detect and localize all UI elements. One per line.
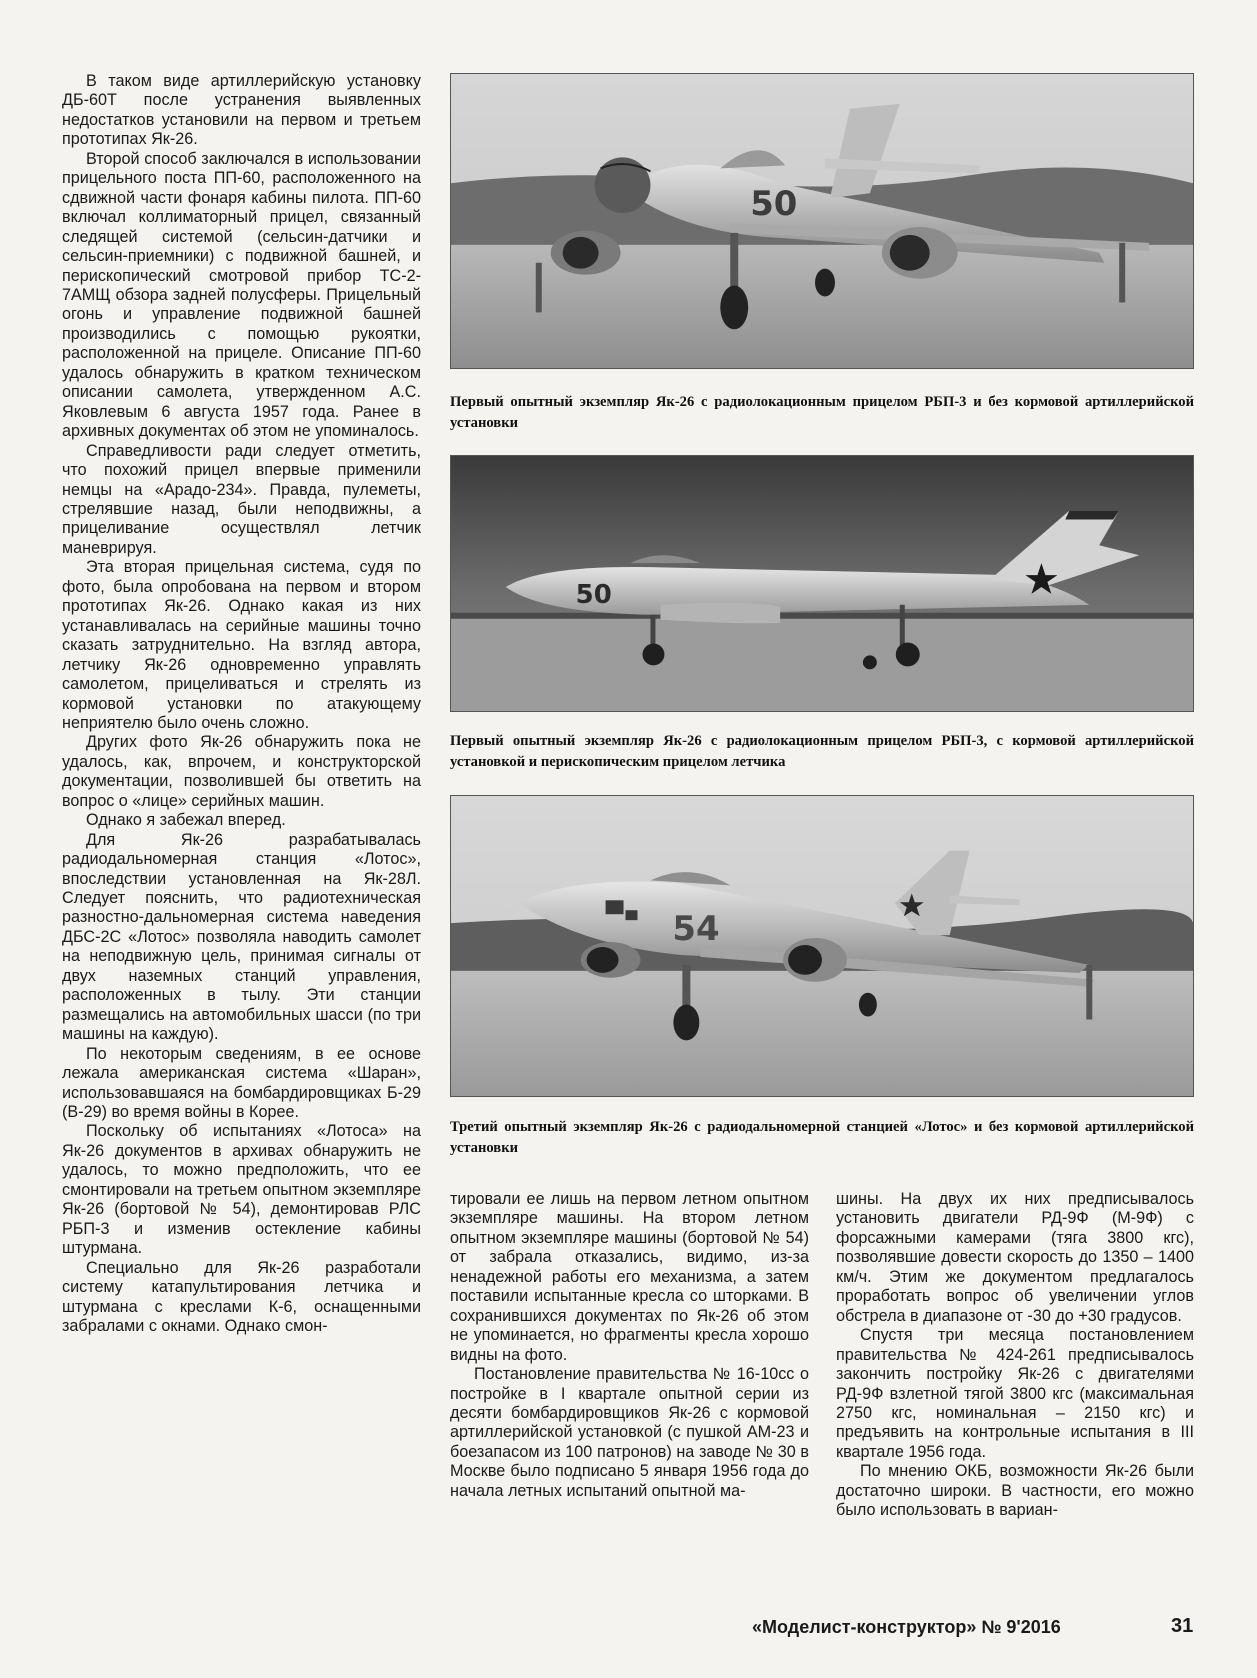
page-number: 31 (1171, 1615, 1194, 1637)
paragraph: Справедливости ради следует отметить, что похожий прицел впервые применили немцы на «Арадо-234». Правда, пулеметы, стрелявшие назад, были неподвижны, а прицеливание осуществлял летчик маневрируя. (62, 441, 421, 557)
aircraft-photo-3 (451, 796, 1193, 1096)
paragraph: Второй способ заключался в использовании прицельного поста ПП-60, расположенного на сдвижной части фонаря кабины пилота. ПП-60 включал коллиматорный прицел, связанный следящей системой (сельсин-датчики и сельсин-приемники) с подвижной башней, и перископический смотровой прибор ТС-2-7АМЩ обзора задней полусферы. Прицельный огонь и управление подвижной башней производились с помощью рукоятки, расположенной на прицеле. Описание ПП-60 удалось обнаружить в кратком техническом описании самолета, утвержденном А.С. Яковлевым 6 августа 1957 года. Ранее в архивных документах об этом не упоминалось. (62, 149, 421, 441)
article-column-right (836, 1190, 1194, 1521)
paragraph: Поскольку об испытаниях «Лотоса» на Як-26 документов в архивах обнаружить не удалось, то можно предположить, что ее смонтировали на третьем опытном экземпляре Як-26 (бортовой № 54), демонтировав РЛС РБП-3 и изменив остекление кабины штурмана. (62, 1122, 421, 1258)
paragraph: Однако я забежал вперед. (86, 811, 286, 830)
photo-yak26-first-prototype-no-tail-gun (450, 73, 1194, 369)
paragraph: Постановление правительства № 16-10сс о постройке в I квартале опытной серии из десяти бомбардировщиков Як-26 с кормовой артиллерийской установкой (с пушкой АМ-23 и боезапасом из 100 патронов) на заводе № 30 в Москве было подписано 5 января 1956 года до начала летных испытаний опытной ма- (450, 1365, 809, 1500)
article-column-middle (450, 1190, 809, 1501)
photo-caption-3: Третий опытный экземпляр Як-26 с радиодальномерной станцией «Лотос» и без кормовой артиллерийской установки (450, 1119, 1194, 1156)
paragraph: Для Як-26 разрабатывалась радиодальномерная станция «Лотос», впоследствии установленная на Як-28Л. Следует пояснить, что радиотехническая разностно-дальномерная система наведения ДБС-2С «Лотос» позволяла наводить самолет на неподвижную цель, принимая сигналы от двух наземных станций управления, расположенных в тылу. Эти станции размещались на автомобильных шасси (по три машины на каждую). (62, 830, 421, 1044)
photo-caption-1: Первый опытный экземпляр Як-26 с радиолокационным прицелом РБП-3 и без кормовой артиллерийской установки (450, 394, 1194, 431)
aircraft-photo-2 (451, 456, 1193, 711)
paragraph: Других фото Як-26 обнаружить пока не удалось, как, впрочем, и конструкторской документации, позволившей бы ответить на вопрос о «лице» серийных машин. (62, 733, 421, 810)
journal-title: «Моделист-конструктор» № 9'2016 (752, 1617, 1061, 1637)
paragraph: Спустя три месяца постановлением правительства № 424-261 предписывалось закончить постройку Як-26 с двигателями РД-9Ф взлетной тягой 3800 кгс (максимальная 2750 кгс, номинальная – 2150 кгс) и предъявить на контрольные испытания в III квартале 1956 года. (836, 1326, 1194, 1461)
tail-number: 54 (672, 909, 720, 949)
tail-number: 50 (750, 184, 798, 224)
article-column-left (62, 72, 421, 1336)
paragraph: В таком виде артиллерийскую установку ДБ-60Т после устранения выявленных недостатков установили на первом и третьем прототипах Як-26. (62, 72, 421, 149)
paragraph: Специально для Як-26 разработали систему катапультирования летчика и штурмана с креслами К-6, оснащенными забралами с окнами. Однако смон- (62, 1258, 421, 1335)
photo-yak26-third-prototype-lotos (450, 795, 1194, 1097)
aircraft-photo-1 (451, 74, 1193, 368)
paragraph: шины. На двух их них предписывалось установить двигатели РД-9Ф (М-9Ф) с форсажными камерами (тяга 3800 кгс), позволявшие довести скорость до 1350 – 1400 км/ч. Этим же документом предлагалось проработать вопрос об увеличении углов обстрела в диапазоне от -30 до +30 градусов. (836, 1190, 1194, 1325)
paragraph: По мнению ОКБ, возможности Як-26 были достаточно широки. В частности, его можно было использовать в вариан- (836, 1462, 1194, 1520)
paragraph: По некоторым сведениям, в ее основе лежала американская система «Шаран», использовавшаяся на бомбардировщиках Б-29 (В-29) во время войны в Корее. (62, 1044, 421, 1122)
photo-yak26-first-prototype-with-tail-gun (450, 455, 1194, 712)
photo-caption-2: Первый опытный экземпляр Як-26 с радиолокационным прицелом РБП-3, с кормовой артиллерийской установкой и перископическим прицелом летчика (450, 733, 1194, 770)
paragraph: Эта вторая прицельная система, судя по фото, была опробована на первом и втором прототипах Як-26. Однако какая из них устанавливалась на серийные машины точно сказать затруднительно. На взгляд автора, летчику Як-26 одновременно управлять самолетом, прицеливаться и стрелять из кормовой установки по атакующему неприятелю было очень сложно. (62, 558, 421, 732)
paragraph: тировали ее лишь на первом летном опытном экземпляре машины. На втором летном опытном экземпляре машины (бортовой № 54) от забрала отказались, видимо, из-за ненадежной работы его механизма, а затем поставили испытанные кресла со шторками. В сохранившихся документах по Як-26 об этом не упоминается, но фрагменты кресла хорошо видны на фото. (450, 1190, 809, 1364)
tail-number: 50 (575, 579, 612, 610)
